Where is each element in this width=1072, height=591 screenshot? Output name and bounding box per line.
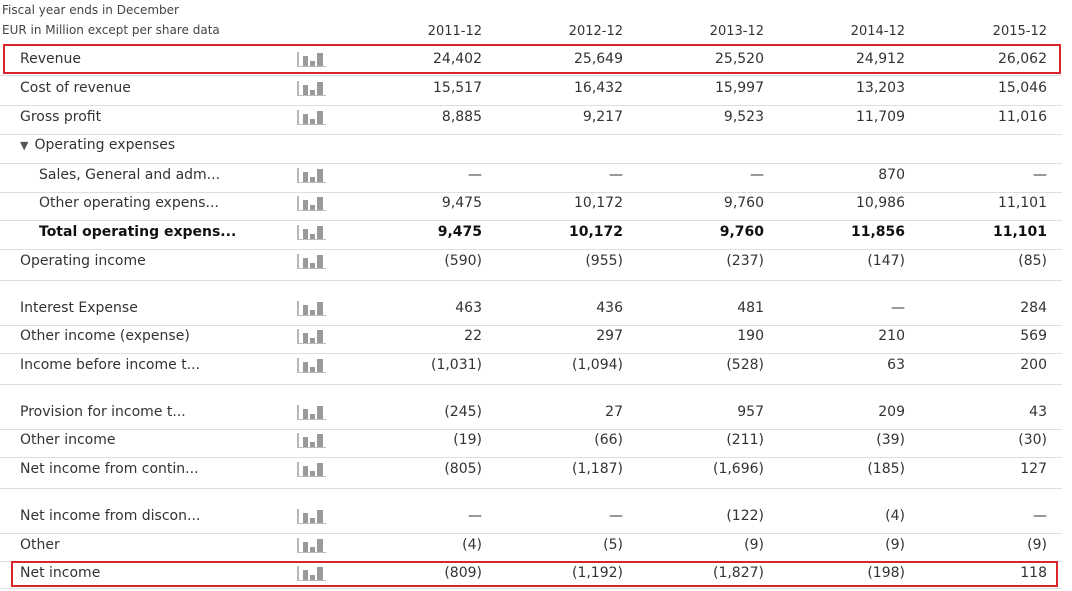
value-cell: (211) [726, 432, 764, 448]
value-cell: (809) [444, 565, 482, 581]
row-label-text: Net income [20, 565, 101, 581]
row-label-text: Other income (expense) [20, 328, 190, 344]
value-cell: — [750, 167, 764, 183]
bar-chart-icon[interactable] [297, 433, 326, 448]
value-cell: 118 [1020, 565, 1047, 581]
bar-chart-icon[interactable] [297, 168, 326, 183]
bar-chart-icon[interactable] [297, 81, 326, 96]
row-label-text: Cost of revenue [20, 80, 131, 96]
row-label-text: Other [20, 537, 60, 553]
bar-chart-icon[interactable] [297, 110, 326, 125]
value-cell: 11,101 [992, 224, 1047, 240]
value-cell: 11,856 [850, 224, 905, 240]
value-cell: — [468, 508, 482, 524]
row-label [20, 357, 200, 373]
value-cell: (1,031) [430, 357, 482, 373]
row-label-text: Other income [20, 432, 116, 448]
value-cell: 870 [878, 167, 905, 183]
value-cell: 436 [596, 300, 623, 316]
table-row [0, 221, 1062, 250]
row-label [20, 328, 190, 344]
value-cell: 957 [737, 404, 764, 420]
value-cell: 200 [1020, 357, 1047, 373]
value-cell: 10,172 [574, 195, 623, 211]
year-header: 2014-12 [850, 24, 905, 39]
value-cell: 11,016 [998, 109, 1047, 125]
value-cell: 13,203 [856, 80, 905, 96]
year-header: 2012-12 [568, 24, 623, 39]
net-income-highlight-box [11, 561, 1058, 587]
value-cell: 10,172 [568, 224, 623, 240]
value-cell: — [1033, 508, 1047, 524]
bar-chart-icon[interactable] [297, 509, 326, 524]
value-cell: (198) [867, 565, 905, 581]
row-label-text: Revenue [20, 51, 81, 67]
row-label [39, 195, 219, 211]
row-label-text: Net income from contin... [20, 461, 199, 477]
value-cell: 9,475 [441, 195, 482, 211]
value-cell: 11,101 [998, 195, 1047, 211]
row-label [20, 432, 115, 448]
value-cell: 8,885 [441, 109, 482, 125]
table-row [0, 458, 1062, 489]
bar-chart-icon[interactable] [297, 225, 326, 240]
value-cell: 9,760 [719, 224, 764, 240]
value-cell: 25,649 [574, 51, 623, 67]
row-label [39, 224, 236, 240]
value-cell: (5) [603, 537, 623, 553]
value-cell: 463 [455, 300, 482, 316]
value-cell: 25,520 [715, 51, 764, 67]
table-row [0, 429, 1062, 458]
row-label [20, 508, 200, 524]
table-row [0, 534, 1062, 562]
value-cell: 9,217 [582, 109, 623, 125]
value-cell: — [609, 167, 623, 183]
table-row [0, 164, 1062, 193]
value-cell: — [1033, 167, 1047, 183]
row-label [20, 461, 199, 477]
value-cell: 15,997 [715, 80, 764, 96]
row-label-text: Operating expenses [34, 137, 176, 153]
row-label-text: Total operating expens... [39, 224, 237, 240]
table-row [0, 505, 1062, 534]
value-cell: (4) [462, 537, 482, 553]
value-cell: (237) [726, 253, 764, 269]
value-cell: 63 [887, 357, 905, 373]
value-cell: 22 [464, 328, 482, 344]
value-cell: 127 [1020, 461, 1047, 477]
value-cell: (245) [444, 404, 482, 420]
bar-chart-icon[interactable] [297, 301, 326, 316]
value-cell: (122) [726, 508, 764, 524]
value-cell: (30) [1018, 432, 1047, 448]
value-cell: (805) [444, 461, 482, 477]
value-cell: 27 [605, 404, 623, 420]
collapse-caret-icon[interactable]: ▼ [20, 139, 29, 152]
row-label-text: Other operating expens... [39, 195, 219, 211]
bar-chart-icon[interactable] [297, 196, 326, 211]
value-cell: (185) [867, 461, 905, 477]
year-header: 2015-12 [992, 24, 1047, 39]
row-label[interactable] [20, 137, 175, 153]
bar-chart-icon[interactable] [297, 358, 326, 373]
value-cell: (1,696) [712, 461, 764, 477]
value-cell: (1,192) [571, 565, 623, 581]
value-cell: (147) [867, 253, 905, 269]
table-row [0, 401, 1062, 430]
row-label [20, 404, 186, 420]
year-header: 2011-12 [427, 24, 482, 39]
value-cell: 11,709 [856, 109, 905, 125]
value-cell: 297 [596, 328, 623, 344]
table-row [0, 250, 1062, 281]
value-cell: 15,517 [433, 80, 482, 96]
table-row [0, 354, 1062, 385]
value-cell: (528) [726, 357, 764, 373]
value-cell: (1,827) [712, 565, 764, 581]
bar-chart-icon[interactable] [297, 462, 326, 477]
value-cell: 24,402 [433, 51, 482, 67]
value-cell: 26,062 [998, 51, 1047, 67]
table-row [0, 325, 1062, 354]
row-label-text: Operating income [20, 253, 146, 269]
row-label [20, 109, 101, 125]
value-cell: 569 [1020, 328, 1047, 344]
value-cell: 24,912 [856, 51, 905, 67]
table-row [0, 134, 1062, 164]
revenue-highlight-box [3, 44, 1061, 74]
year-header: 2013-12 [709, 24, 764, 39]
value-cell: (19) [453, 432, 482, 448]
value-cell: — [609, 508, 623, 524]
bar-chart-icon[interactable] [297, 329, 326, 344]
row-label-text: Sales, General and adm... [39, 167, 221, 183]
table-row [0, 297, 1062, 326]
value-cell: 481 [737, 300, 764, 316]
value-cell: 43 [1029, 404, 1047, 420]
row-label-text: Income before income t... [20, 357, 201, 373]
value-cell: 16,432 [574, 80, 623, 96]
bar-chart-icon[interactable] [297, 538, 326, 553]
value-cell: (66) [594, 432, 623, 448]
value-cell: 210 [878, 328, 905, 344]
value-cell: (955) [585, 253, 623, 269]
table-row [0, 192, 1062, 221]
value-cell: 9,760 [723, 195, 764, 211]
value-cell: (4) [885, 508, 905, 524]
value-cell: 15,046 [998, 80, 1047, 96]
row-label-text: Provision for income t... [20, 404, 186, 420]
row-label [20, 253, 146, 269]
value-cell: (9) [1027, 537, 1047, 553]
value-cell: (85) [1018, 253, 1047, 269]
row-label-text: Interest Expense [20, 300, 138, 316]
bar-chart-icon[interactable] [297, 254, 326, 269]
currency-note: EUR in Million except per share data [2, 23, 220, 37]
value-cell: (9) [744, 537, 764, 553]
row-label [20, 537, 60, 553]
value-cell: — [468, 167, 482, 183]
value-cell: (590) [444, 253, 482, 269]
value-cell: (1,187) [571, 461, 623, 477]
row-label [39, 167, 220, 183]
row-label [20, 300, 138, 316]
row-label-text: Gross profit [20, 109, 102, 125]
row-label [20, 80, 131, 96]
value-cell: (9) [885, 537, 905, 553]
value-cell: (39) [876, 432, 905, 448]
value-cell: — [891, 300, 905, 316]
bar-chart-icon[interactable] [297, 405, 326, 420]
table-row [0, 77, 1062, 106]
value-cell: 9,523 [723, 109, 764, 125]
table-row [0, 106, 1062, 135]
value-cell: 209 [878, 404, 905, 420]
row-label-text: Net income from discon... [20, 508, 201, 524]
value-cell: (1,094) [571, 357, 623, 373]
value-cell: 9,475 [437, 224, 482, 240]
value-cell: 284 [1020, 300, 1047, 316]
value-cell: 190 [737, 328, 764, 344]
value-cell: 10,986 [856, 195, 905, 211]
fiscal-year-note: Fiscal year ends in December [2, 3, 179, 17]
